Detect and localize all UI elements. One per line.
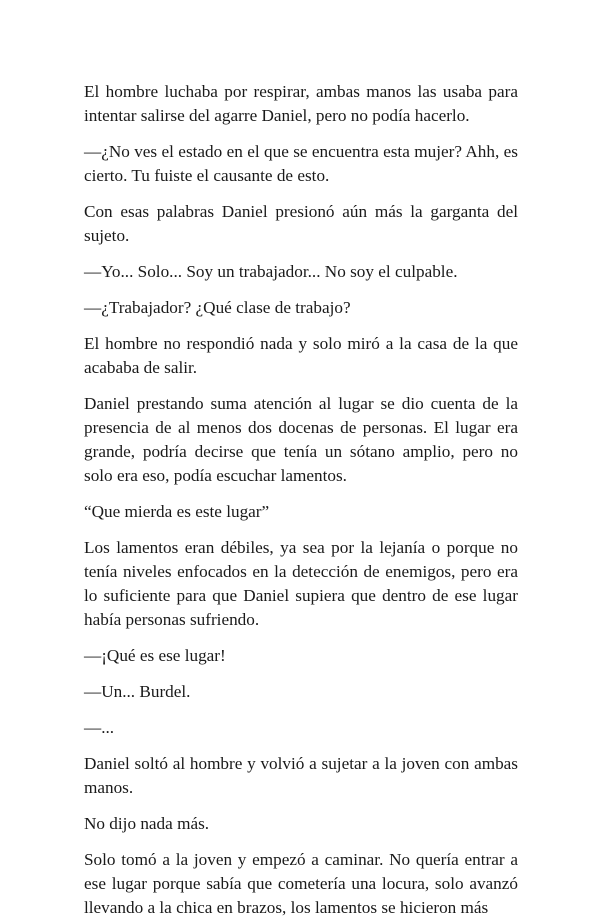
paragraph: Con esas palabras Daniel presionó aún más la garganta del sujeto. (84, 202, 518, 245)
paragraph: —¿No ves el estado en el que se encuentra esta mujer? Ahh, es cierto. Tu fuiste el causante de esto. (84, 142, 518, 185)
paragraph: —¿Trabajador? ¿Qué clase de trabajo? (84, 298, 351, 317)
paragraph: No dijo nada más. (84, 814, 210, 833)
paragraph: Los lamentos eran débiles, ya sea por la lejanía o porque no tenía niveles enfocados en la detección de enemigos, pero era lo suficiente para que Daniel supiera que dentro de ese lugar había personas sufriendo. (84, 538, 518, 629)
paragraph: —¡Qué es ese lugar! (84, 646, 226, 665)
paragraph: —Yo... Solo... Soy un trabajador... No soy el culpable. (84, 262, 458, 281)
paragraph: El hombre luchaba por respirar, ambas manos las usaba para intentar salirse del agarre Daniel, pero no podía hacerlo. (84, 82, 518, 125)
paragraph: Daniel soltó al hombre y volvió a sujetar a la joven con ambas manos. (84, 754, 518, 797)
paragraph: —... (84, 718, 115, 737)
paragraph: Solo tomó a la joven y empezó a caminar. No quería entrar a ese lugar porque sabía que cometería una locura, solo avanzó llevando a la chica en brazos, los lamentos se hicieron más (84, 850, 518, 917)
paragraph: El hombre no respondió nada y solo miró a la casa de la que acababa de salir. (84, 334, 518, 377)
paragraph: Daniel prestando suma atención al lugar se dio cuenta de la presencia de al menos dos docenas de personas. El lugar era grande, podría decirse que tenía un sótano amplio, pero no solo era eso, podía escuchar lamentos. (84, 394, 518, 485)
paragraph: —Un... Burdel. (84, 682, 191, 701)
paragraph: “Que mierda es este lugar” (84, 502, 270, 521)
